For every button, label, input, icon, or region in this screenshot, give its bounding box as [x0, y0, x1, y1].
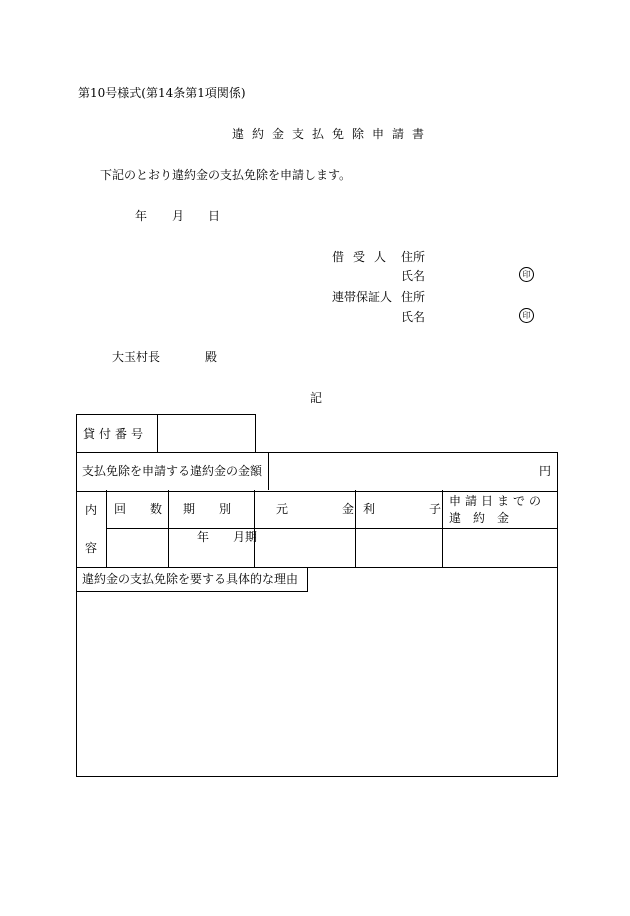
date-month: 月 — [172, 209, 185, 223]
seal-icon: 印 — [519, 308, 534, 323]
col-header-penalty-line1: 申請日までの — [449, 494, 546, 508]
penalty-input[interactable] — [444, 529, 555, 566]
guarantor-label: 連帯保証人 — [332, 290, 393, 304]
borrower-label: 借受人 — [332, 250, 396, 264]
amount-unit: 円 — [539, 464, 552, 478]
reason-textarea[interactable] — [78, 593, 554, 774]
ki-label: 記 — [310, 391, 323, 405]
loan-number-label: 貸付番号 — [83, 427, 148, 441]
date-year: 年 — [135, 209, 148, 223]
col-header-period: 期 別 — [183, 502, 232, 516]
amount-input[interactable] — [270, 454, 528, 488]
addressee-honorific: 殿 — [205, 350, 218, 364]
guarantor-name-label: 氏名 — [401, 310, 426, 324]
date-day: 日 — [208, 209, 221, 223]
page-title: 違約金支払免除申請書 — [232, 127, 433, 141]
content-label-top: 内 — [85, 503, 98, 517]
intro-text: 下記のとおり違約金の支払免除を申請します。 — [100, 168, 352, 182]
col-header-penalty-line2: 違 約 金 — [449, 511, 510, 525]
principal-input[interactable] — [256, 529, 354, 566]
col-line-3 — [254, 490, 255, 567]
borrower-address-label: 住所 — [401, 250, 426, 264]
guarantor-address-label: 住所 — [401, 290, 426, 304]
interest-input[interactable] — [357, 529, 441, 566]
col-header-principal: 元 金 — [276, 502, 365, 516]
loan-number-input[interactable] — [158, 415, 254, 452]
period-value: 年 月期 — [197, 530, 258, 544]
reason-label: 違約金の支払免除を要する具体的な理由 — [82, 572, 299, 586]
col-header-count: 回 数 — [114, 502, 163, 516]
borrower-name-label: 氏名 — [401, 269, 426, 283]
addressee-name: 大玉村長 — [112, 350, 161, 364]
col-line-2 — [168, 490, 169, 567]
form-number: 第10号様式(第14条第1項関係) — [78, 86, 246, 100]
content-label-bottom: 容 — [85, 541, 98, 555]
count-input[interactable] — [107, 529, 167, 566]
amount-divider — [268, 452, 269, 490]
seal-icon: 印 — [519, 267, 534, 282]
col-header-interest: 利 子 — [363, 502, 452, 516]
amount-label: 支払免除を申請する違約金の金額 — [82, 464, 263, 478]
